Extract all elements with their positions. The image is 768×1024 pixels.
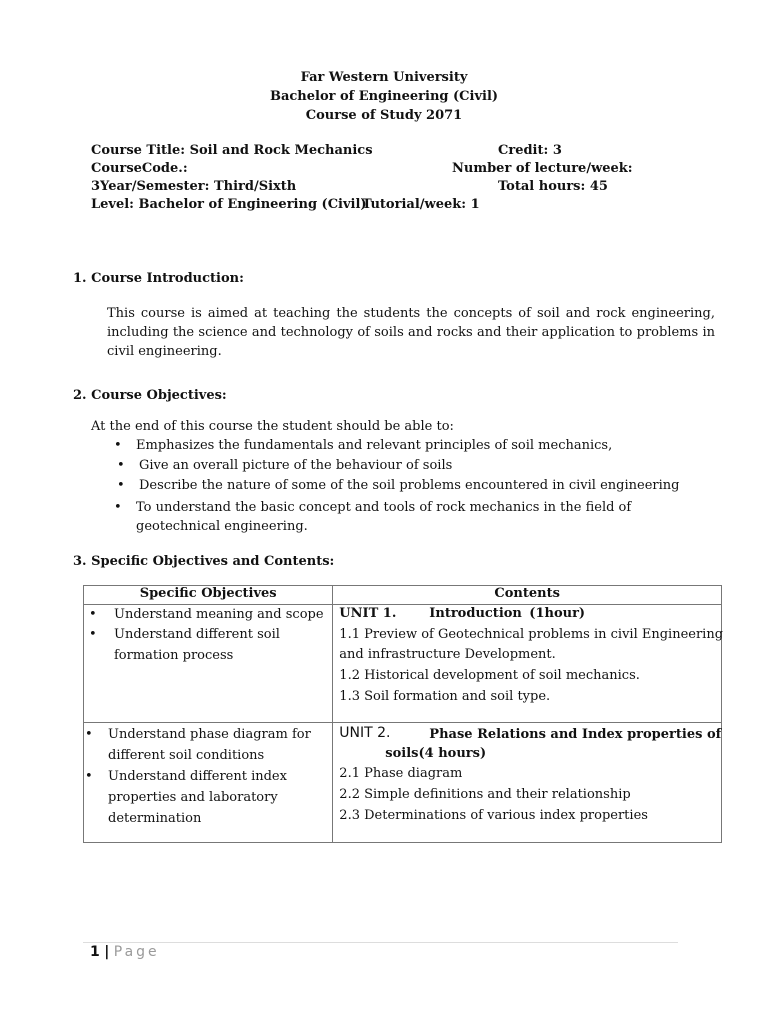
page-label: Page: [113, 944, 160, 960]
section-heading-objectives: 2. Course Objectives:: [73, 388, 227, 403]
unit-hours: (1hour): [529, 606, 586, 621]
content-item: 2.2 Simple definitions and their relationship: [339, 787, 631, 802]
objective-item: Understand meaning and scope: [114, 607, 324, 622]
introduction-text: This course is aimed at teaching the students the concepts of soil and rock engineering, including the science and technology of soils and rocks and their application to problems in civil engineering.: [107, 306, 715, 359]
program-name: Bachelor of Engineering (Civil): [269, 89, 499, 104]
objectives-cell: • Understand meaning and scope • Understand different soil formation process: [84, 605, 333, 723]
objective-bullet: • To understand the basic concept and tools of rock mechanics in the field of geotechnical engineering.: [136, 498, 676, 536]
objective-item: Understand different soil: [114, 627, 280, 642]
table-row: [84, 605, 722, 723]
unit-label: UNIT 2.: [339, 725, 391, 741]
content-item: 2.3 Determinations of various index properties: [339, 808, 648, 823]
contents-cell: [333, 723, 722, 843]
objectives-intro: At the end of this course the student should be able to:: [91, 419, 454, 434]
year-semester: 3Year/Semester: Third/Sixth: [91, 179, 297, 194]
objectives-cell: • Understand phase diagram for different soil conditions • Understand different index properties and laboratory determination: [84, 723, 333, 843]
credit: Credit: 3: [498, 143, 562, 158]
unit-title: Introduction: [429, 606, 522, 621]
content-item: 1.1 Preview of Geotechnical problems in civil Engineering: [339, 627, 724, 642]
page-footer: [90, 944, 160, 960]
contents-cell: [333, 605, 722, 723]
objectives-table: [83, 585, 722, 843]
table-header-row: [84, 586, 722, 605]
unit-label: UNIT 1.: [339, 606, 397, 621]
objective-item: properties and laboratory: [108, 790, 278, 805]
total-hours: Total hours: 45: [498, 179, 608, 194]
objective-item: formation process: [114, 648, 234, 663]
unit-title-continued: soils(4 hours): [385, 746, 487, 761]
objective-item: Understand phase diagram for: [108, 727, 311, 742]
objective-item: determination: [108, 811, 202, 826]
course-title: Course Title: Soil and Rock Mechanics: [91, 143, 373, 158]
lectures-per-week: Number of lecture/week:: [452, 161, 633, 176]
tutorial-per-week: Tutorial/week: 1: [362, 197, 480, 212]
course-code: CourseCode.:: [91, 161, 188, 176]
objective-bullet: • Emphasizes the fundamentals and relevant principles of soil mechanics,: [136, 438, 716, 453]
objective-bullet: • Describe the nature of some of the soil problems encountered in civil engineering: [139, 478, 719, 493]
content-item: and infrastructure Development.: [339, 647, 556, 662]
objective-bullet: • Give an overall picture of the behaviour of soils: [139, 458, 719, 473]
objective-item: different soil conditions: [108, 748, 265, 763]
column-header: Specific Objectives: [84, 586, 333, 605]
page-number: 1: [90, 944, 100, 960]
university-name: Far Western University: [300, 70, 468, 85]
section-heading-specific: 3. Specific Objectives and Contents:: [73, 554, 335, 569]
table-row: [84, 723, 722, 843]
footer-divider: [83, 942, 678, 943]
content-item: 1.2 Historical development of soil mechanics.: [339, 668, 640, 683]
course-level: Level: Bachelor of Engineering (Civil): [91, 197, 367, 212]
content-item: 2.1 Phase diagram: [339, 766, 463, 781]
footer-separator: |: [104, 944, 110, 960]
course-of-study: Course of Study 2071: [305, 108, 463, 123]
content-item: 1.3 Soil formation and soil type.: [339, 689, 551, 704]
objective-item: Understand different index: [108, 769, 287, 784]
section-heading-introduction: 1. Course Introduction:: [73, 271, 244, 286]
unit-title: Phase Relations and Index properties of: [429, 727, 722, 742]
column-header: Contents: [333, 586, 722, 605]
